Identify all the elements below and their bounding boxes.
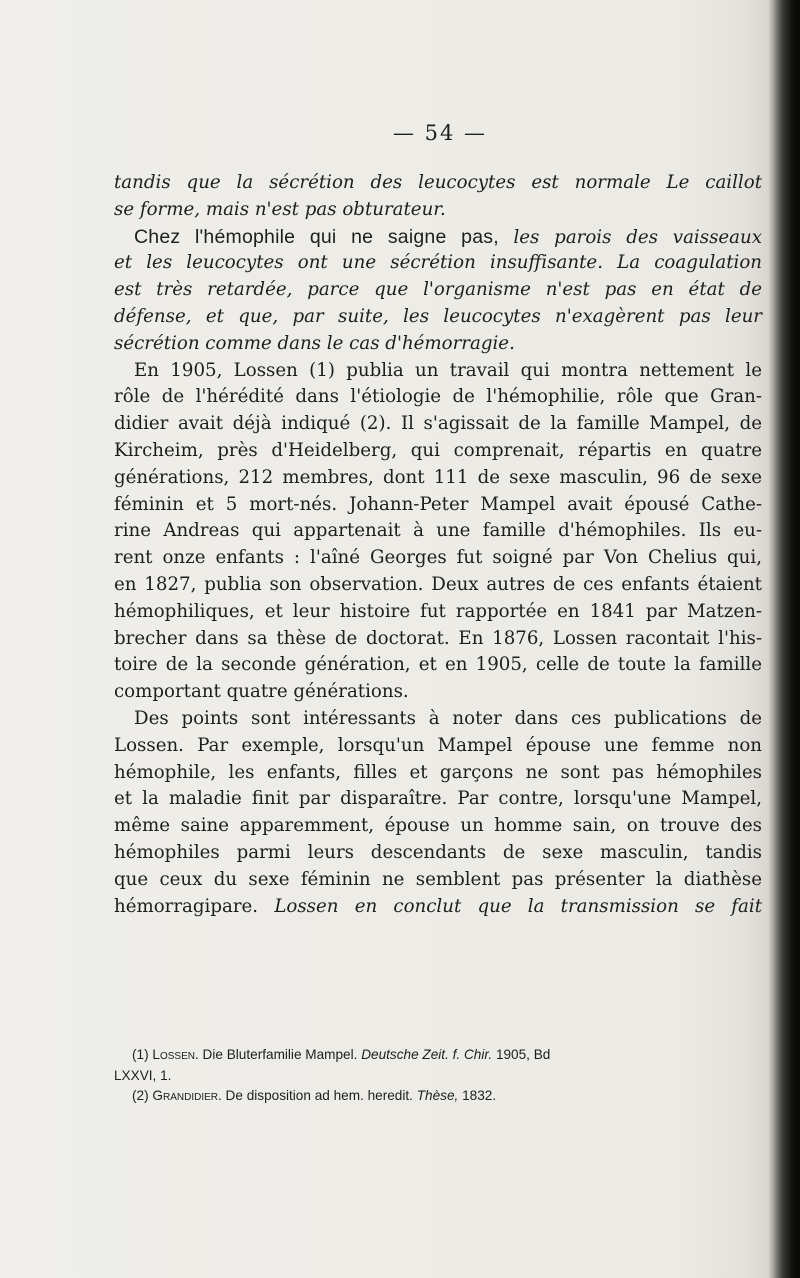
footnotes <box>114 1045 762 1107</box>
footnote-marker: (1) <box>132 1047 149 1062</box>
footnote-rest: 1905, Bd <box>495 1047 551 1062</box>
text-run: hémorragipare. <box>114 895 275 917</box>
footnote-2 <box>114 1086 762 1107</box>
text-run-italic: les parois des vaisseaux <box>513 226 762 248</box>
text-run-italic: Lossen en conclut que la transmission se fait <box>274 895 763 917</box>
text-line: comportant quatre générations. <box>114 681 409 703</box>
text-line: Des points sont intéressants à noter dans ces publications de <box>134 707 762 729</box>
footnote-journal: Thèse, <box>416 1088 459 1103</box>
text-line: didier avait déjà indiqué (2). Il s'agissait de la famille Mampel, de <box>114 413 762 435</box>
text-line: se forme, mais n'est pas obturateur. <box>114 198 446 220</box>
text-line: toire de la seconde génération, et en 1905, celle de toute la famille <box>114 654 762 676</box>
text-line: en 1827, publia son observation. Deux autres de ces enfants étaient <box>114 573 762 595</box>
text-line: est très retardée, parce que l'organisme n'est pas en état de <box>114 279 762 301</box>
text-line: même saine apparemment, épouse un homme sain, on trouve des <box>114 815 762 837</box>
text-line: rôle de l'hérédité dans l'étiologie de l'hémophilie, rôle que Gran- <box>114 386 762 408</box>
page-number: — 54 — <box>392 121 488 145</box>
text-line: sécrétion comme dans le cas d'hémorragie. <box>114 332 515 354</box>
text-line: En 1905, Lossen (1) publia un travail qui montra nettement le <box>134 359 762 381</box>
text-line: féminin et 5 mort-nés. Johann-Peter Mampel avait épousé Cathe- <box>114 493 762 515</box>
footnote-1 <box>114 1045 762 1066</box>
text-line: Lossen. Par exemple, lorsqu'un Mampel épouse une femme non <box>114 734 762 756</box>
footnote-title: De disposition ad hem. heredit. <box>225 1088 413 1103</box>
text-run: Chez l'hémophile qui ne saigne pas, <box>134 225 514 248</box>
footnote-title: Die Bluterfamilie Mampel. <box>202 1047 358 1062</box>
text-line: générations, 212 membres, dont 111 de sexe masculin, 96 de sexe <box>114 466 762 488</box>
text-line: défense, et que, par suite, les leucocytes n'exagèrent pas leur <box>114 305 762 327</box>
text-line <box>114 224 762 251</box>
body-text <box>114 170 762 920</box>
text-line: rine Andreas qui appartenait à une famille d'hémophiles. Ils eu- <box>114 520 762 542</box>
footnote-marker: (2) <box>132 1088 149 1103</box>
footnote-journal: Deutsche Zeit. f. Chir. <box>361 1047 493 1062</box>
text-line: et les leucocytes ont une sécrétion insuffisante. La coagulation <box>114 252 762 274</box>
text-line: hémophiles parmi leurs descendants de sexe masculin, tandis <box>114 841 762 863</box>
text-line: hémophiliques, et leur histoire fut rapportée en 1841 par Matzen- <box>114 600 762 622</box>
text-line: et la maladie finit par disparaître. Par contre, lorsqu'une Mampel, <box>114 788 762 810</box>
footnote-author: Lossen. <box>152 1047 199 1062</box>
footnote-rest: 1832. <box>462 1088 497 1103</box>
text-line: Kircheim, près d'Heidelberg, qui comprenait, répartis en quatre <box>114 439 762 461</box>
text-line: hémophile, les enfants, filles et garçons ne sont pas hémophiles <box>114 761 762 783</box>
text-line: tandis que la sécrétion des leucocytes est normale Le caillot <box>114 172 762 193</box>
text-line <box>114 894 762 921</box>
page-edge-shadow <box>774 0 800 1278</box>
text-line: rent onze enfants : l'aîné Georges fut soigné par Von Chelius qui, <box>114 547 762 569</box>
footnote-author: Grandidier. <box>152 1088 222 1103</box>
text-line: que ceux du sexe féminin ne semblent pas présenter la diathèse <box>114 868 762 890</box>
text-line: brecher dans sa thèse de doctorat. En 1876, Lossen racontait l'his- <box>114 627 762 649</box>
footnote-1-continuation: LXXVI, 1. <box>114 1067 172 1083</box>
